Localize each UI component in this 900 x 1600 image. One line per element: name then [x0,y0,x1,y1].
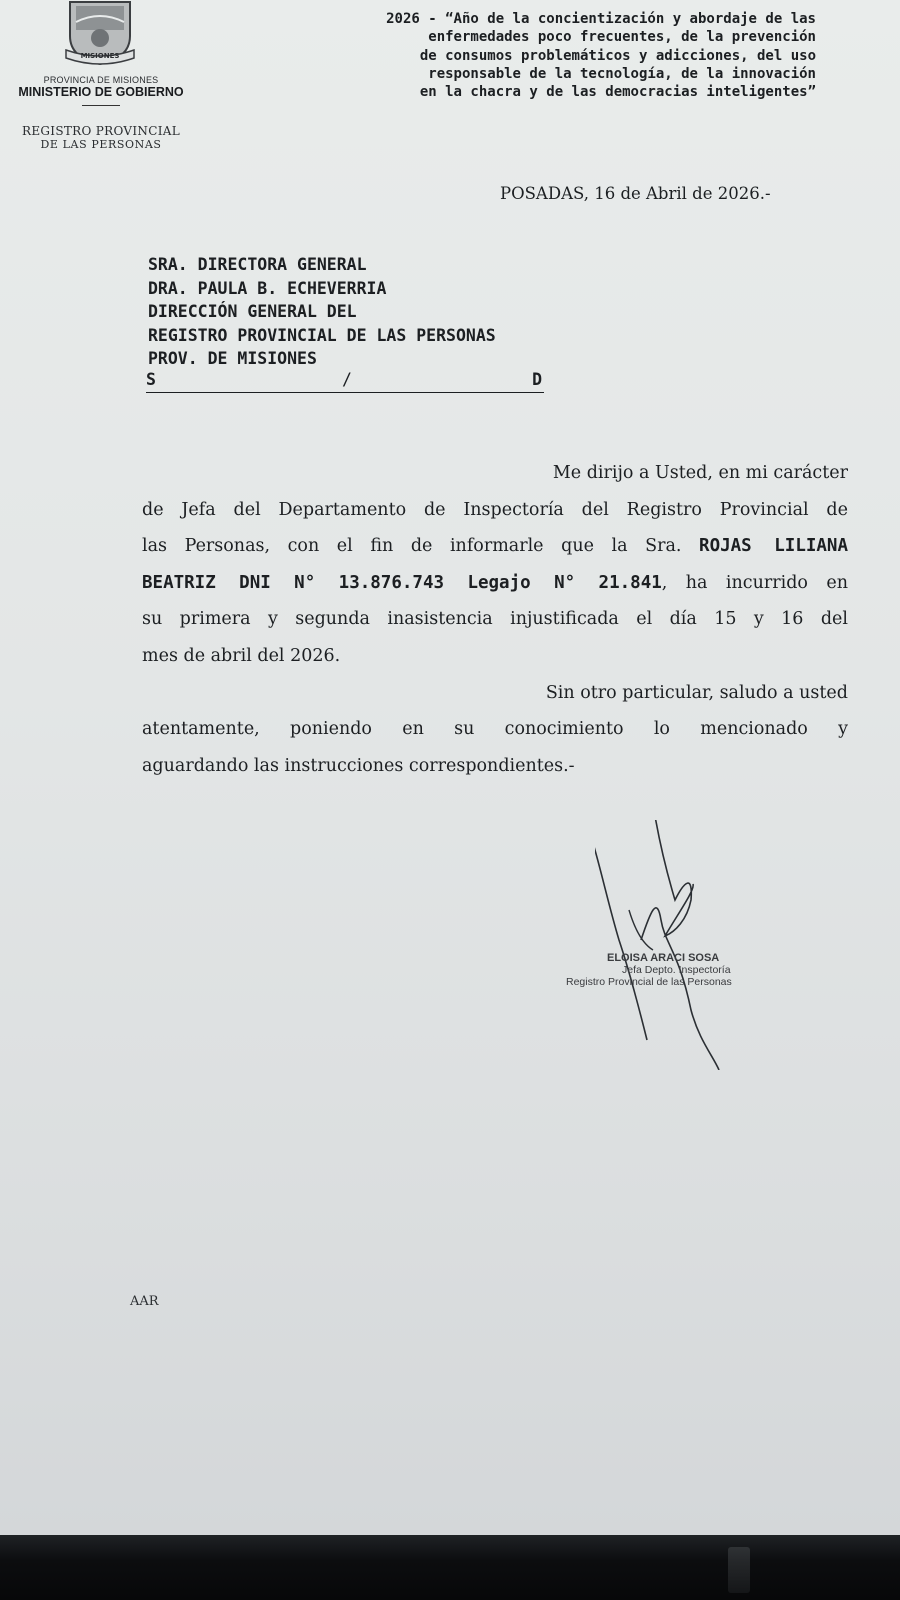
motto-line: en la chacra y de las democracias inteligentes” [419,84,816,101]
background-shadow [0,1535,900,1600]
registry-name-line2: DE LAS PERSONAS [40,138,162,151]
employee-id-details: BEATRIZ DNI N° 13.876.743 Legajo N° 21.841 [142,572,662,593]
date-line: POSADAS, 16 de Abril de 2026.- [500,184,771,203]
motto-line: responsable de la tecnología, de la innovación [428,65,816,82]
salutation-line [146,370,544,393]
body-line [142,565,848,602]
seal-text: MISIONES [80,52,120,60]
motto-line: 2026 - “Año de la concientización y abordaje de las [386,11,816,27]
stamp-role: Jefa Depto. Inspectoría [622,964,731,976]
stamp-name: ELOISA ARACI SOSA [607,952,720,964]
addressee-line: PROV. DE MISIONES [148,349,317,368]
body-line: mes de abril del 2026. [142,645,341,666]
motto-line: enfermedades poco frecuentes, de la prevención [428,29,816,46]
registry-name-line1: REGISTRO PROVINCIAL [22,124,180,138]
addressee-line: DIRECCIÓN GENERAL DEL [148,302,357,321]
salutation-slash: / [342,370,352,389]
background-object [728,1547,750,1593]
letterhead-divider [82,105,120,106]
province-name: PROVINCIA DE MISIONES [43,75,159,85]
handwritten-signature [595,820,825,1070]
body-text-segment: , ha incurrido en [661,572,848,593]
stamp-organization: Registro Provincial de las Personas [566,976,732,988]
addressee-line: DRA. PAULA B. ECHEVERRIA [148,278,387,298]
addressee-line: SRA. DIRECTORA GENERAL [148,255,367,274]
typist-initials: AAR [130,1294,159,1309]
body-text-segment: las Personas, con el fin de informarle que la Sra. [142,536,700,557]
salutation-s: S [146,370,156,389]
ministry-name: MINISTERIO DE GOBIERNO [18,85,184,99]
closing-line: Sin otro particular, saludo a usted [545,682,848,703]
addressee-line: REGISTRO PROVINCIAL DE LAS PERSONAS [148,325,496,345]
year-motto [330,10,816,101]
body-line: Me dirijo a Usted, en mi carácter [552,463,848,483]
salutation-d: D [532,370,542,389]
provincial-seal-icon [62,0,138,68]
motto-line: de consumos problemáticos y adicciones, del uso [419,47,816,64]
closing-line: atentamente, poniendo en su conocimiento lo mencionado y [142,719,848,740]
employee-name-part1: ROJAS LILIANA [699,536,849,557]
letter-body [142,455,848,784]
closing-line: aguardando las instrucciones correspondientes.- [142,755,575,776]
body-line: de Jefa del Departamento de Inspectoría del Registro Provincial de [142,499,848,520]
body-line: su primera y segunda inasistencia injustificada el día 15 y 16 del [142,609,848,630]
body-line [142,528,848,565]
addressee-block [148,253,496,371]
